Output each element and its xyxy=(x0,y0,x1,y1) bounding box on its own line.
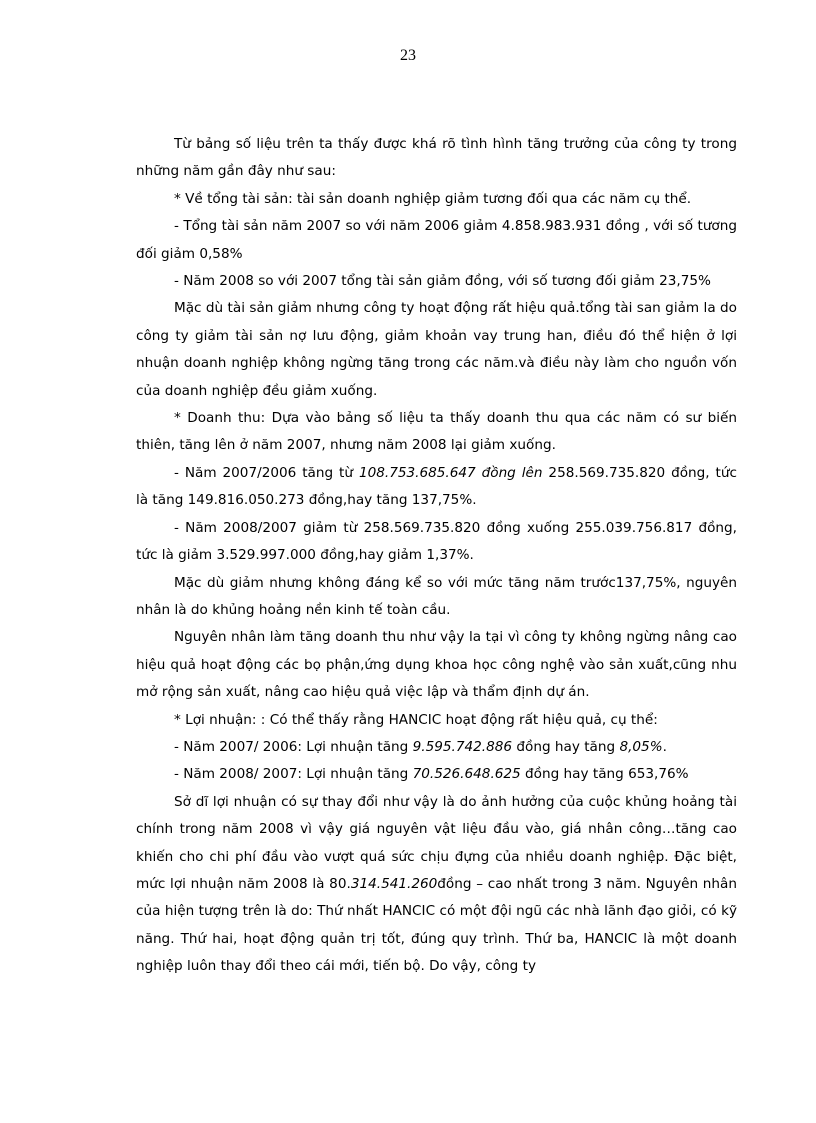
italic-text: 8,05% xyxy=(619,738,663,755)
paragraph xyxy=(136,213,737,268)
paragraph xyxy=(136,131,737,186)
body-text xyxy=(136,131,737,981)
paragraph xyxy=(136,761,737,788)
paragraph xyxy=(136,186,737,213)
italic-text: 108.753.685.647 đồng lên xyxy=(358,464,543,481)
paragraph xyxy=(136,707,737,734)
text-run: đồng – cao nhất trong 3 năm. Nguyên nhân của hiện tượng trên là do: Thứ nhất HANCIC có một đội ngũ các nhà lãnh đạo giỏi, có kỹ năng. Thứ hai, hoạt động quản trị tốt, đúng quy trình. Thứ ba, HANCIC là một doanh nghiệp luôn thay đổi theo cái mới, tiến bộ. Do vậy, công ty xyxy=(136,875,737,975)
text-run: - Năm 2008 so với 2007 tổng tài sản giảm đồng, với số tương đối giảm 23,75% xyxy=(174,273,711,290)
text-run: * Doanh thu: Dựa vào bảng số liệu ta thấy doanh thu qua các năm có sư biến thiên, tăng lên ở năm 2007, nhưng năm 2008 lại giảm xuống. xyxy=(136,410,737,454)
text-run: Mặc dù tài sản giảm nhưng công ty hoạt động rất hiệu quả.tổng tài san giảm la do công ty giảm tài sản nợ lưu động, giảm khoản vay trung han, điều đó thể hiện ở lợi nhuận doanh nghiệp không ngừng tăng trong các năm.và điều này làm cho nguồn vốn của doanh nghiệp đều giảm xuống. xyxy=(136,300,737,399)
italic-text: 70.526.648.625 xyxy=(412,766,521,783)
page-number: 23 xyxy=(400,47,416,64)
text-run: đồng hay tăng 653,76% xyxy=(520,766,689,783)
text-run: - Năm 2007/2006 tăng từ xyxy=(174,464,359,481)
text-run: . xyxy=(662,738,667,755)
paragraph xyxy=(136,515,737,570)
text-run: 258.569.735.820 đồng, tức là tăng 149.816.050.273 đồng,hay tăng 137,75%. xyxy=(136,464,737,509)
text-run: - Tổng tài sản năm 2007 so với năm 2006 giảm 4.858.983.931 đồng , với số tương đối giảm 0,58% xyxy=(136,218,737,262)
text-run: - Năm 2008/ 2007: Lợi nhuận tăng xyxy=(174,766,413,783)
italic-text: 314.541.260 xyxy=(350,875,438,892)
text-run: - Năm 2007/ 2006: Lợi nhuận tăng xyxy=(174,738,413,755)
paragraph xyxy=(136,268,737,295)
paragraph xyxy=(136,624,737,706)
paragraph xyxy=(136,570,737,625)
paragraph xyxy=(136,405,737,460)
text-run: * Về tổng tài sản: tài sản doanh nghiệp giảm tương đối qua các năm cụ thể. xyxy=(174,190,692,207)
paragraph xyxy=(136,789,737,981)
paragraph xyxy=(136,734,737,761)
text-run: Từ bảng số liệu trên ta thấy được khá rõ tình hình tăng trưởng của công ty trong những năm gần đây như sau: xyxy=(136,136,737,180)
paragraph xyxy=(136,460,737,515)
text-run: Mặc dù giảm nhưng không đáng kể so với mức tăng năm trước137,75%, nguyên nhân là do khủng hoảng nền kinh tế toàn cầu. xyxy=(136,574,737,618)
italic-text: 9.595.742.886 xyxy=(412,738,513,755)
text-run: - Năm 2008/2007 giảm từ 258.569.735.820 đồng xuống 255.039.756.817 đồng, tức là giảm 3.529.997.000 đồng,hay giảm 1,37%. xyxy=(136,519,737,564)
text-run: Sở dĩ lợi nhuận có sự thay đổi như vậy là do ảnh hưởng của cuộc khủng hoảng tài chính trong năm 2008 vì vậy giá nguyên vật liệu đầu vào, giá nhân công…tăng cao khiến cho chi phí đầu vào vượt quá sức chịu đựng của nhiều doanh nghiệp. Đặc biệt, mức lợi nhuận năm 2008 là 80. xyxy=(136,793,737,892)
text-run: đồng hay tăng xyxy=(512,738,620,755)
paragraph xyxy=(136,295,737,405)
text-run: Nguyên nhân làm tăng doanh thu như vậy la tại vì công ty không ngừng nâng cao hiệu quả hoạt động các bọ phận,ứng dụng khoa học công nghệ vào sản xuất,cũng nhu mở rộng sản xuất, nâng cao hiệu quả việc lập và thẩm định dự án. xyxy=(136,629,737,701)
text-run: * Lợi nhuận: : Có thể thấy rằng HANCIC hoạt động rất hiệu quả, cụ thể: xyxy=(174,711,658,728)
